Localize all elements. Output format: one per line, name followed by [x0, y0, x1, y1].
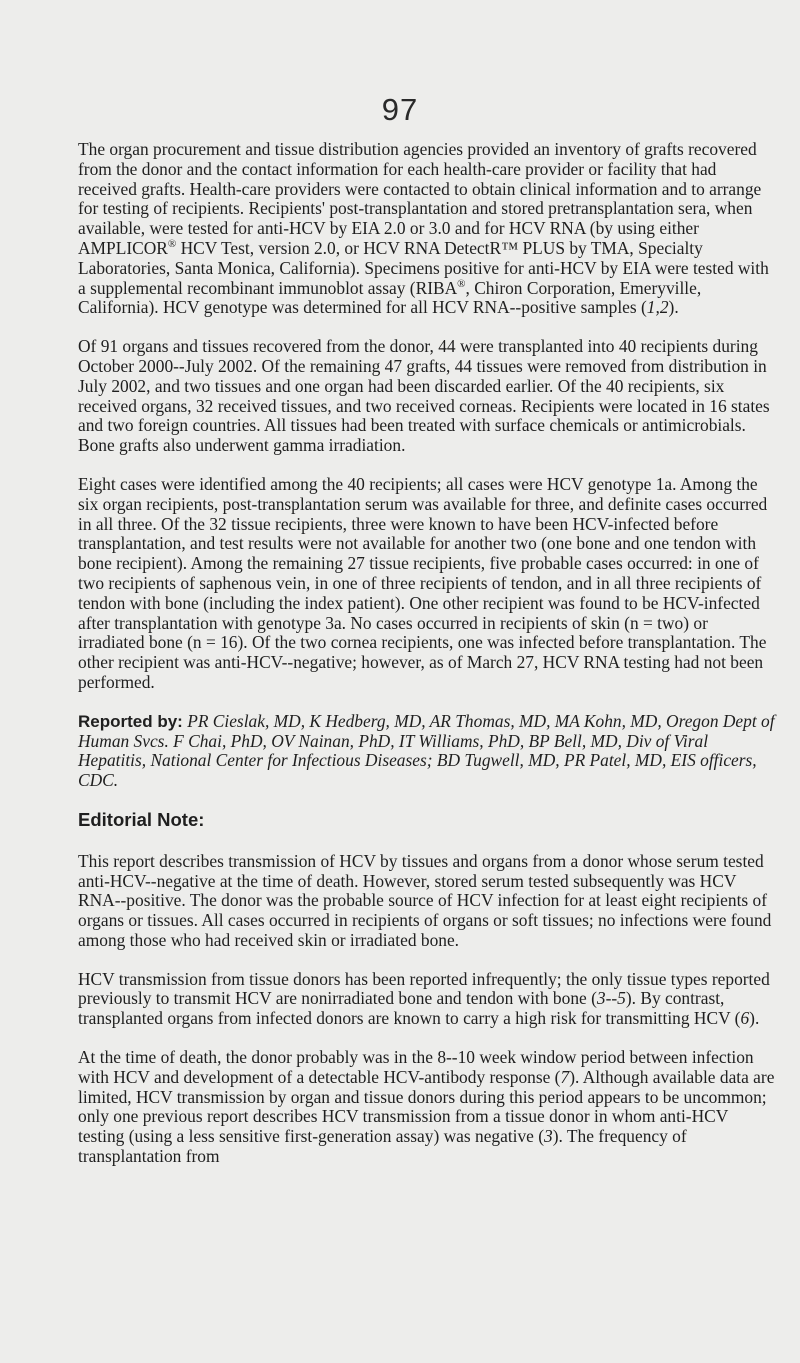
paragraph	[78, 475, 778, 693]
text-run: HCV transmission from tissue donors has been reported infrequently; the only tissue types reported previously to transmit HCV are nonirradiated bone and tendon with bone (	[78, 968, 770, 1009]
text-run: This report describes transmission of HCV by tissues and organs from a donor whose serum tested anti-HCV--negative at the time of death. However, stored serum tested subsequently was HCV RNA--positive. The donor was the probable source of HCV infection for at least eight recipients of organs or tissues. All cases occurred in recipients of organs or soft tissues; no infections were found among those who had received skin or irradiated bone.	[78, 850, 772, 950]
text-run: At the time of death, the donor probably was in the 8--10 week window period between infection with HCV and development of a detectable HCV-antibody response (	[78, 1047, 754, 1087]
registered-mark: ®	[457, 277, 466, 290]
paragraph	[78, 970, 778, 1029]
citation-reference: 6	[740, 1008, 750, 1029]
citation-reference: 7	[560, 1066, 570, 1087]
registered-mark: ®	[167, 238, 177, 251]
citation-reference: 3	[544, 1126, 553, 1147]
byline	[78, 712, 778, 791]
paragraph	[78, 337, 778, 456]
citation-reference: 3--5	[596, 988, 626, 1009]
report-body	[78, 140, 778, 1186]
text-run: , Chiron Corporation, Emeryville, California). HCV genotype was determined for all HCV RNA--positive samples (	[78, 277, 702, 318]
text-run: ).	[668, 297, 679, 318]
editorial-note-heading: Editorial Note:	[78, 808, 205, 830]
paragraph	[78, 852, 778, 951]
text-run: ). By contrast, transplanted organs from infected donors are known to carry a high risk for transmitting HCV (	[78, 988, 741, 1029]
text-run: ). The frequency of transplantation from	[78, 1126, 687, 1167]
text-run: ).	[749, 1008, 760, 1029]
byline-label: Reported by:	[78, 711, 183, 731]
text-run: The organ procurement and tissue distribution agencies provided an inventory of grafts recovered from the donor and the contact information for each health-care provider or facility that had received grafts. Health-care providers were contacted to obtain clinical information and to arrange for testing of recipients. Recipients' post-transplantation and stored pretransplantation sera, when available, were tested for anti-HCV by EIA 2.0 or 3.0 and for HCV RNA (by using either AMPLICOR	[78, 139, 762, 258]
text-run: Of 91 organs and tissues recovered from the donor, 44 were transplanted into 40 recipients during October 2000--July 2002. Of the remaining 47 grafts, 44 tissues were removed from distribution in July 2002, and two tissues and one organ had been discarded earlier. Of the 40 recipients, six received organs, 32 received tissues, and two received corneas. Recipients were located in 16 states and two foreign countries. All tissues had been treated with surface chemicals or antimicrobials. Bone grafts also underwent gamma irradiation.	[78, 336, 770, 456]
text-run: HCV Test, version 2.0, or HCV RNA DetectR™ PLUS by TMA, Specialty Laboratories, Santa Monica, California). Specimens positive for anti-HCV by EIA were tested with a supplemental recombinant immunoblot assay (RIBA	[78, 237, 769, 298]
text-run: ). Although available data are limited, HCV transmission by organ and tissue donors during this period appears to be uncommon; only one previous report describes HCV transmission from a tissue donor in whom anti-HCV testing (using a less sensitive first-generation assay) was negative (	[78, 1066, 775, 1147]
citation-reference: 1,2	[646, 297, 669, 318]
text-run: Eight cases were identified among the 40 recipients; all cases were HCV genotype 1a. Among the six organ recipients, post-transplantation serum was available for three, and definite cases occurred in all three. Of the 32 tissue recipients, three were known to have been HCV-infected before transplantation, and test results were not available for another two (one bone and one tendon with bone recipient). Among the remaining 27 tissue recipients, five probable cases occurred: in one of two recipients of saphenous vein, in one of three recipients of tendon, and in all three recipients of tendon with bone (including the index patient). One other recipient was found to be HCV-infected after transplantation with genotype 3a. No cases occurred in recipients of skin (n = two) or irradiated bone (n = 16). Of the two cornea recipients, one was infected before transplantation. The other recipient was anti-HCV--negative; however, as of March 27, HCV RNA testing had not been performed.	[78, 473, 768, 692]
byline-text: PR Cieslak, MD, K Hedberg, MD, AR Thomas, MD, MA Kohn, MD, Oregon Dept of Human Svcs. F Chai, PhD, OV Nainan, PhD, IT Williams, PhD, BP Bell, MD, Div of Viral Hepatitis, National Center for Infectious Diseases; BD Tugwell, MD, PR Patel, MD, EIS officers, CDC.	[78, 710, 775, 791]
page-number: 97	[381, 92, 419, 127]
paragraph	[78, 1048, 778, 1167]
paragraph	[78, 140, 778, 318]
